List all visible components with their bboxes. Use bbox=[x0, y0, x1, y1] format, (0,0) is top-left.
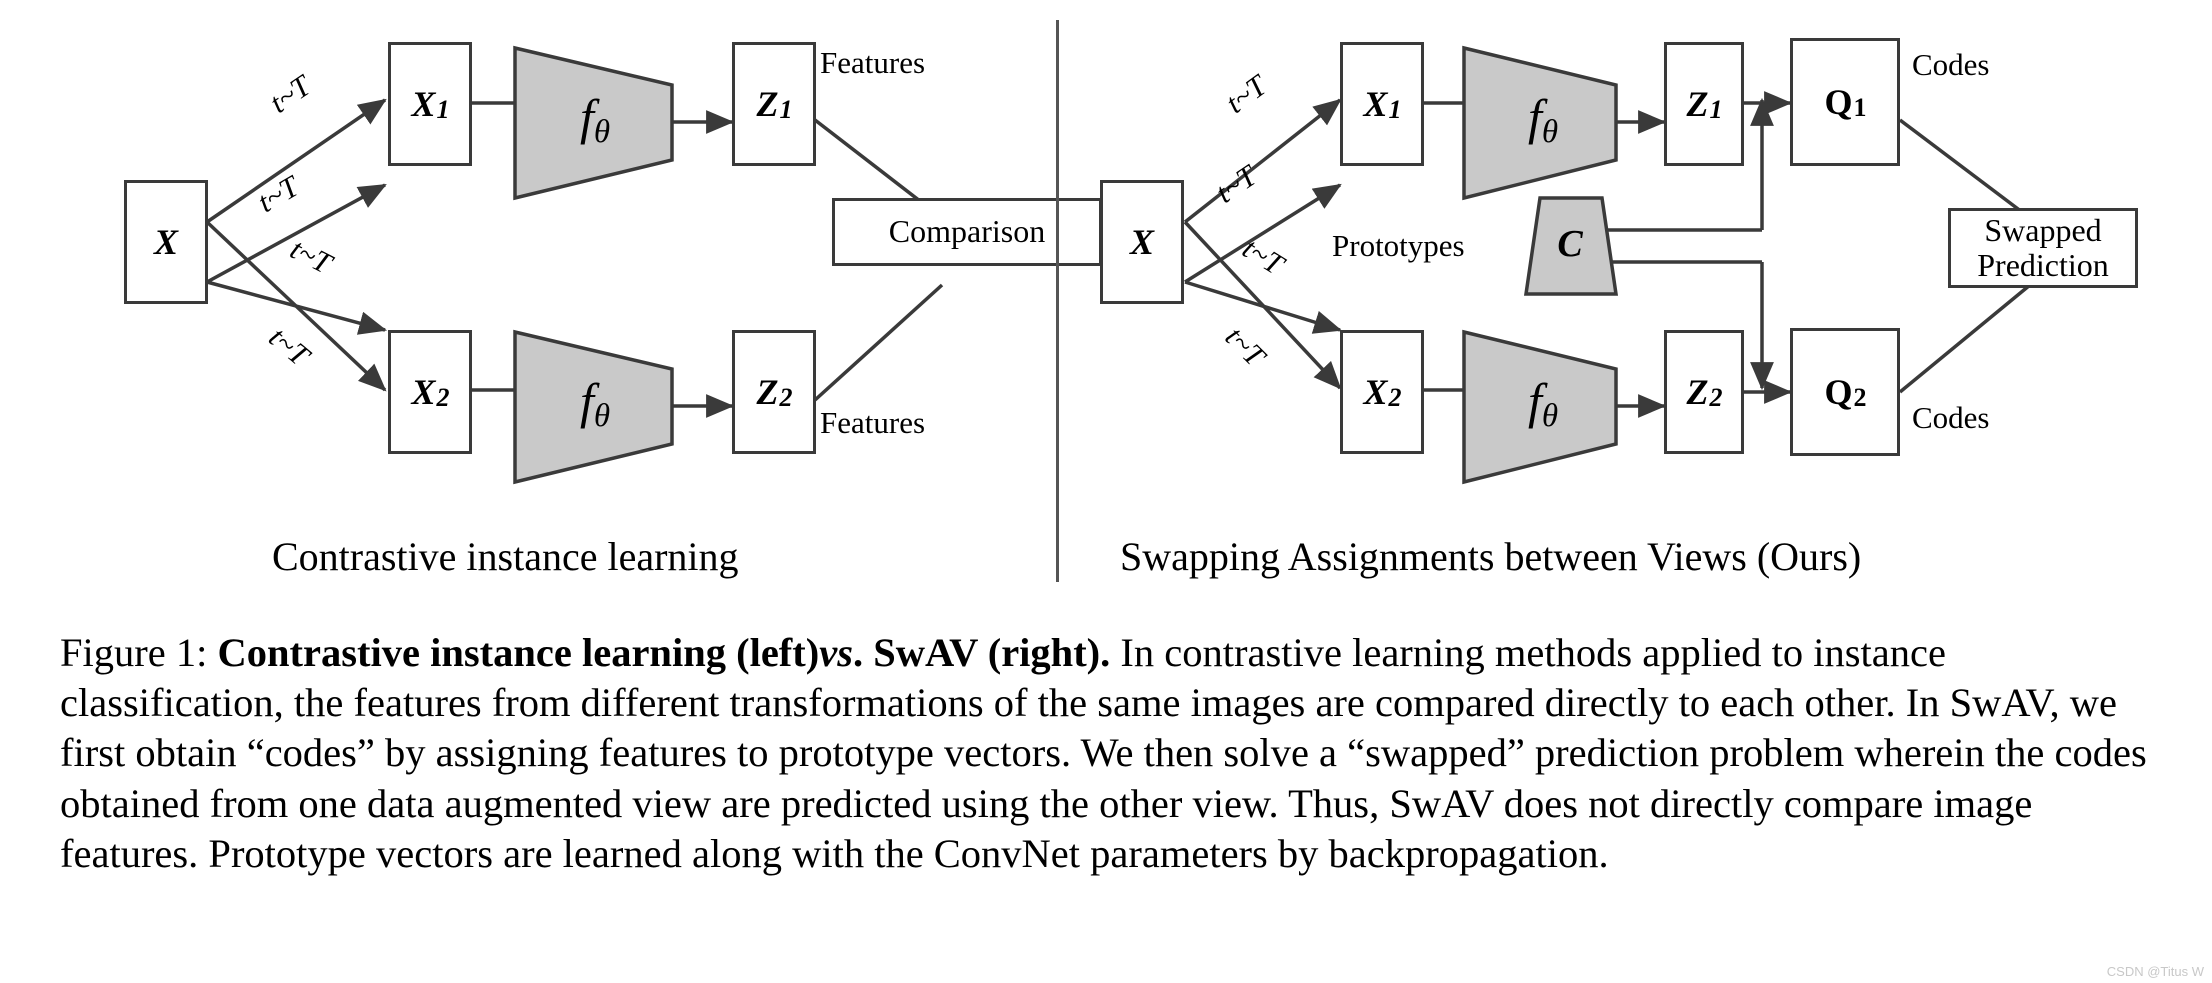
left-feature-z2-sub: 2 bbox=[779, 383, 793, 412]
left-feature-z1-label: Z bbox=[756, 84, 779, 124]
left-view-x2 bbox=[388, 330, 472, 454]
prototypes-label bbox=[1332, 228, 1465, 264]
right-view-x1-sub: 1 bbox=[1388, 95, 1402, 124]
right-aug-text-1: t~T bbox=[1219, 69, 1273, 121]
left-input-x-label: X bbox=[153, 222, 178, 262]
left-feature-z1-sub: 1 bbox=[779, 95, 793, 124]
right-aug-text-3: t~T bbox=[1236, 231, 1290, 282]
right-code-q2 bbox=[1790, 328, 1900, 456]
watermark bbox=[2107, 964, 2204, 979]
comparison-box bbox=[832, 198, 1102, 266]
right-panel-title bbox=[1120, 533, 1861, 580]
right-encoder-top-theta: θ bbox=[1541, 114, 1559, 150]
prototypes-symbol-text: C bbox=[1557, 223, 1583, 265]
left-encoder-top-theta: θ bbox=[593, 114, 611, 150]
left-features-bottom-text: Features bbox=[820, 405, 926, 440]
right-feature-z1-sub: 1 bbox=[1709, 95, 1723, 124]
left-features-top-label bbox=[820, 45, 925, 81]
right-codes-top-label bbox=[1912, 47, 1990, 83]
right-feature-z2-label: Z bbox=[1686, 372, 1709, 412]
right-view-x2-label: X bbox=[1363, 372, 1388, 412]
right-view-x2-sub: 2 bbox=[1388, 383, 1402, 412]
left-view-x1 bbox=[388, 42, 472, 166]
left-view-x2-label: X bbox=[411, 372, 436, 412]
watermark-text: CSDN @Titus W bbox=[2106, 964, 2204, 979]
left-encoder-top-label bbox=[540, 88, 650, 150]
right-input-x-label: X bbox=[1129, 222, 1154, 262]
right-aug-text-4: t~T bbox=[1218, 320, 1272, 373]
right-aug-text-2: t~T bbox=[1210, 159, 1263, 210]
left-panel-title-text: Contrastive instance learning bbox=[272, 534, 739, 579]
right-encoder-bottom-label bbox=[1488, 372, 1598, 434]
panel-divider bbox=[1056, 20, 1059, 582]
left-aug-text-1: t~T bbox=[264, 69, 317, 120]
caption-figure-number: Figure 1: bbox=[60, 630, 208, 675]
left-aug-text-2: t~T bbox=[252, 169, 305, 220]
caption-bold-vs: vs bbox=[819, 630, 854, 675]
left-view-x1-label: X bbox=[411, 84, 436, 124]
right-code-q2-label: Q bbox=[1824, 372, 1853, 412]
prototypes-label-text: Prototypes bbox=[1332, 228, 1465, 263]
right-encoder-bottom-f: f bbox=[1527, 373, 1542, 429]
right-codes-bottom-label bbox=[1912, 400, 1990, 436]
right-code-q1 bbox=[1790, 38, 1900, 166]
left-features-top-text: Features bbox=[820, 45, 926, 80]
left-feature-z2-label: Z bbox=[756, 372, 779, 412]
left-encoder-bottom-label bbox=[540, 372, 650, 434]
left-aug-text-3: t~T bbox=[284, 232, 337, 281]
right-encoder-bottom-theta: θ bbox=[1541, 398, 1559, 434]
caption-bold-title-1: Contrastive instance learning (left) bbox=[217, 630, 820, 675]
right-view-x1-label: X bbox=[1363, 84, 1388, 124]
right-panel-title-text: Swapping Assignments between Views (Ours) bbox=[1120, 534, 1862, 579]
right-feature-z2 bbox=[1664, 330, 1744, 454]
right-codes-top-text: Codes bbox=[1912, 47, 1990, 82]
caption-body: In contrastive learning methods applied to instance classification, the features from different transformations of the same images are compared directly to each other. In SwAV, we first obtain “codes” by assigning features to prototype vectors. We then solve a “swapped” prediction problem wherein the codes obtained from one data augmented view are predicted using the other view. Thus, SwAV does not directly compare image features. Prototype vectors are learned along with the ConvNet parameters by backpropagation. bbox=[60, 630, 2147, 876]
comparison-label: Comparison bbox=[888, 213, 1046, 250]
right-codes-bottom-text: Codes bbox=[1912, 400, 1990, 435]
right-encoder-top-f: f bbox=[1527, 89, 1542, 145]
right-feature-z2-sub: 2 bbox=[1709, 383, 1723, 412]
right-code-q1-sub: 1 bbox=[1853, 93, 1867, 122]
left-input-x bbox=[124, 180, 208, 304]
swapped-prediction-box bbox=[1948, 208, 2138, 288]
prototypes-symbol bbox=[1520, 222, 1620, 266]
left-encoder-bottom-f: f bbox=[579, 373, 594, 429]
left-view-x1-sub: 1 bbox=[436, 95, 450, 124]
left-encoder-top-f: f bbox=[579, 89, 594, 145]
left-feature-z2 bbox=[732, 330, 816, 454]
right-input-x bbox=[1100, 180, 1184, 304]
right-code-q2-sub: 2 bbox=[1853, 383, 1867, 412]
left-feature-z1 bbox=[732, 42, 816, 166]
left-view-x2-sub: 2 bbox=[436, 383, 450, 412]
caption-bold-title-2: . SwAV (right). bbox=[853, 630, 1111, 675]
right-view-x1 bbox=[1340, 42, 1424, 166]
swapped-prediction-label: Swapped Prediction bbox=[1977, 211, 2109, 283]
left-features-bottom-label bbox=[820, 405, 925, 441]
right-code-q1-label: Q bbox=[1824, 82, 1853, 122]
left-panel-title bbox=[272, 533, 739, 580]
right-view-x2 bbox=[1340, 330, 1424, 454]
right-feature-z1-label: Z bbox=[1686, 84, 1709, 124]
left-aug-text-4: t~T bbox=[262, 320, 316, 373]
right-feature-z1 bbox=[1664, 42, 1744, 166]
left-encoder-bottom-theta: θ bbox=[593, 398, 611, 434]
right-encoder-top-label bbox=[1488, 88, 1598, 150]
figure-caption bbox=[60, 628, 2150, 879]
